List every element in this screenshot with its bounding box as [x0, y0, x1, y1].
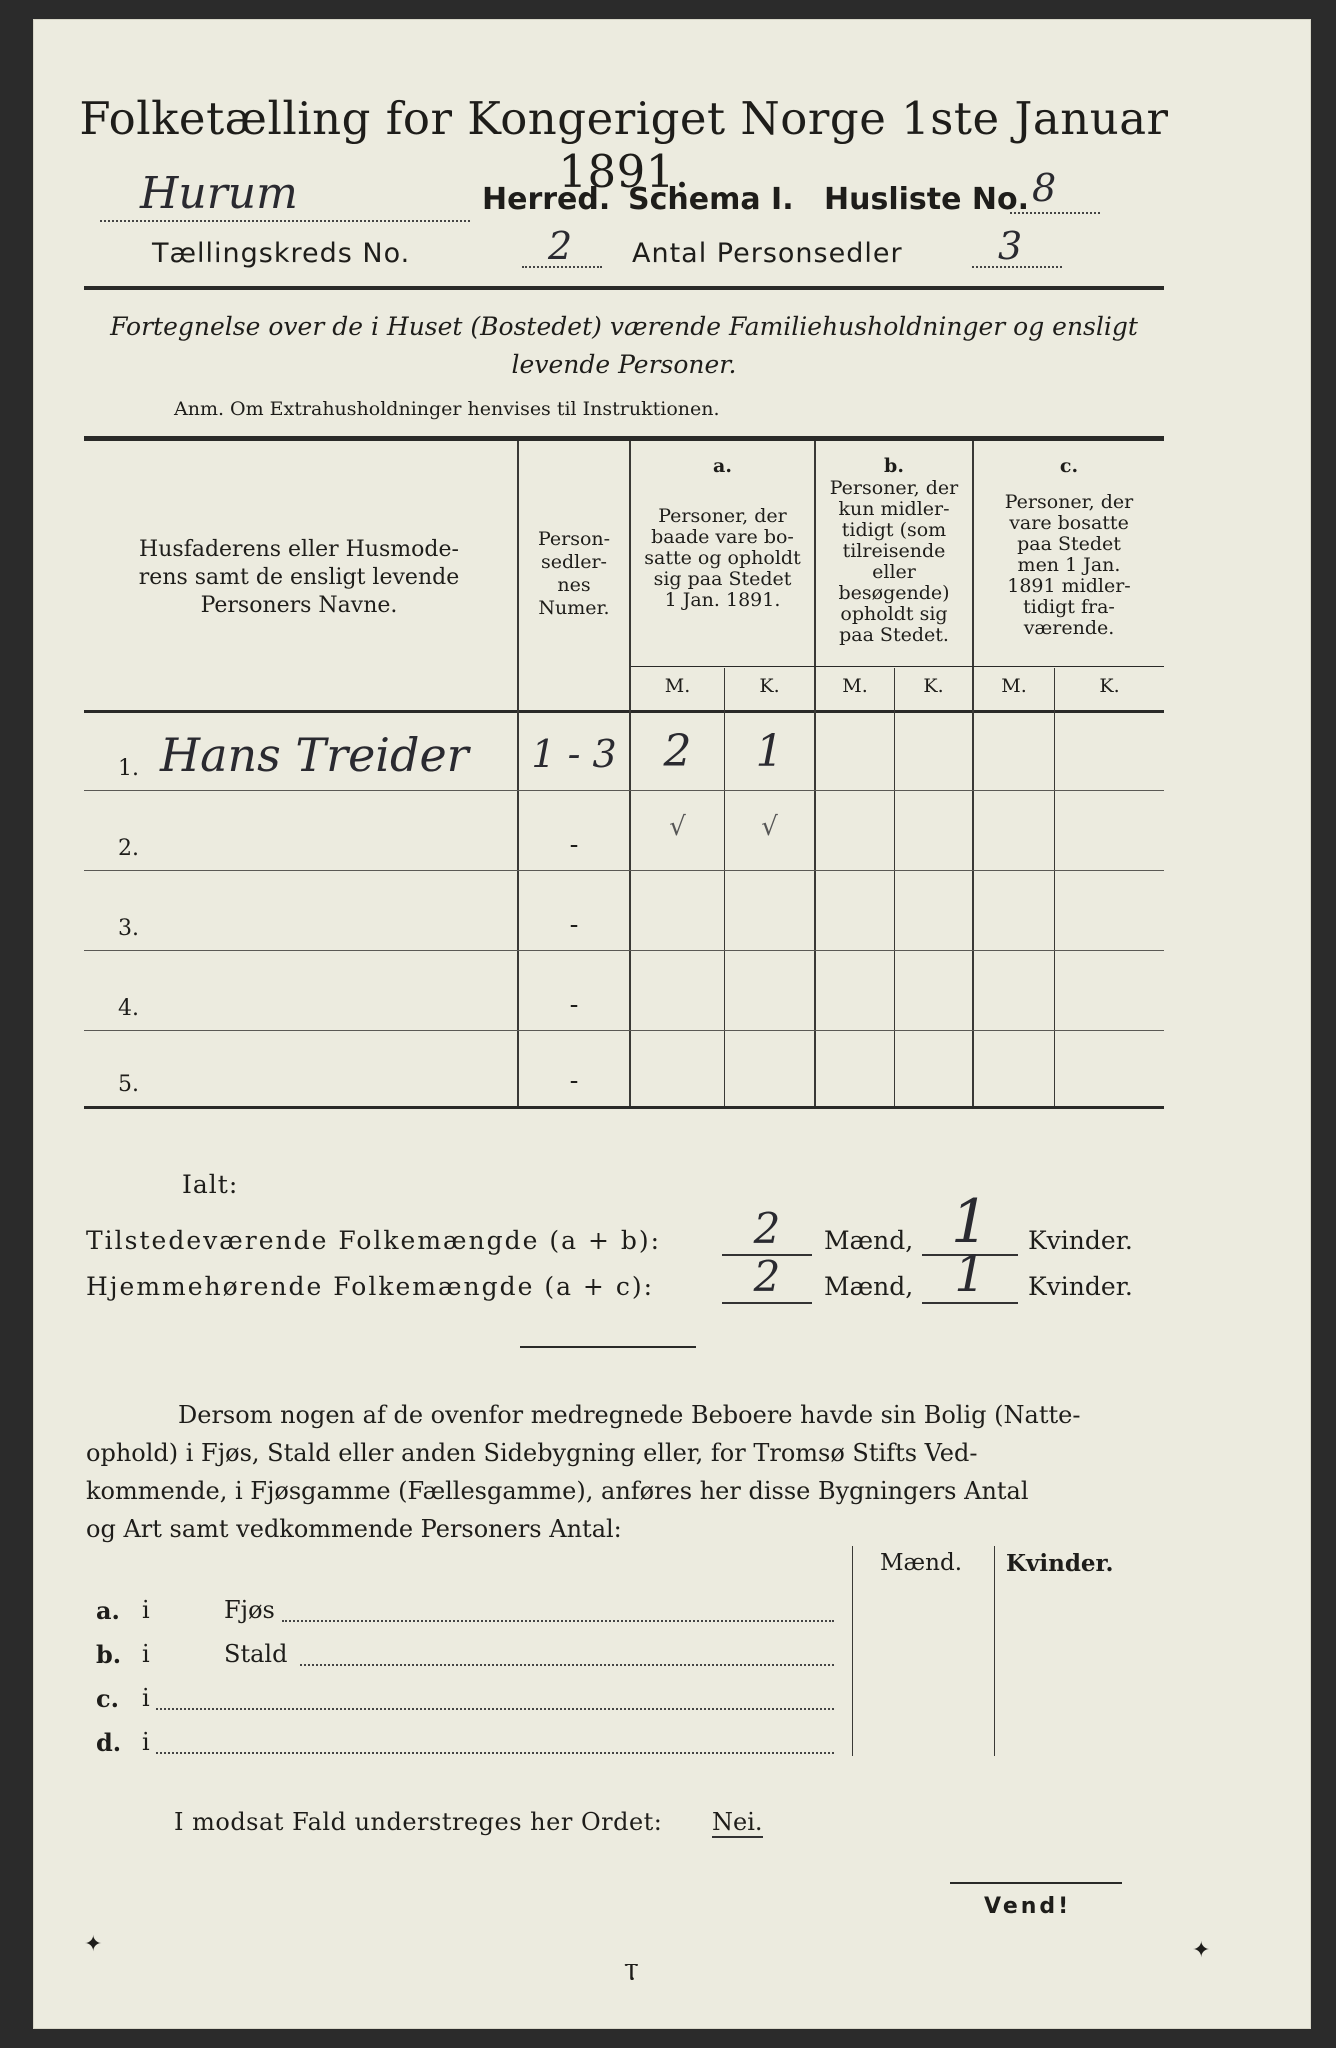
col-header-num-line: Person-	[537, 528, 611, 550]
hjemme-kvinder-label: Kvinder.	[1028, 1272, 1133, 1301]
antal-value: 3	[972, 224, 1062, 268]
col-header-b-line: tidigt (som	[841, 519, 947, 541]
buildings-line: og Art samt vedkommende Personers Antal:	[86, 1515, 622, 1543]
col-header-num-line: Numer.	[538, 597, 610, 619]
row-rule	[84, 790, 1164, 791]
col-header-c-line: værende.	[1023, 617, 1115, 639]
c-k-label: K.	[1099, 675, 1120, 697]
tilstede-maend-label: Mænd,	[824, 1226, 914, 1255]
buildings-col-divider-1	[852, 1546, 853, 1756]
buildings-row	[96, 1596, 846, 1636]
buildings-row-dots	[282, 1620, 834, 1622]
binding-mark-icon: ✦	[1192, 1938, 1211, 1963]
buildings-row-label: Fjøs	[224, 1596, 275, 1624]
tilstede-label: Tilstedeværende Folkemængde (a + b):	[86, 1226, 662, 1255]
buildings-row-i: i	[142, 1596, 150, 1624]
row-number: 4.	[118, 996, 139, 1021]
row-number: 3.	[118, 916, 139, 941]
buildings-row-letter: b.	[96, 1640, 122, 1669]
col-header-num-line: sedler-	[541, 551, 607, 573]
schema-label: Schema I.	[628, 182, 794, 217]
vend-text: Vend!	[984, 1894, 1072, 1919]
row-rule	[84, 950, 1164, 951]
table-row	[84, 952, 1164, 1032]
buildings-row-dots	[156, 1752, 834, 1754]
col-header-c-line: Personer, der	[1004, 491, 1134, 513]
buildings-row-i: i	[142, 1684, 150, 1712]
row-sedler: -	[569, 830, 579, 860]
buildings-col-divider-2	[994, 1546, 995, 1756]
buildings-row-letter: d.	[96, 1728, 122, 1757]
buildings-row-letter: c.	[96, 1684, 119, 1713]
intro-line-1: Fortegnelse over de i Huset (Bostedet) værende Familiehusholdninger og ensligt	[110, 312, 1138, 341]
herred-label: Herred.	[482, 182, 611, 217]
row-a-m: √	[669, 812, 686, 842]
header-rule	[84, 286, 1164, 290]
mk-header-rule	[631, 666, 1164, 667]
col-header-c-line: paa Stedet	[1017, 533, 1121, 555]
buildings-maend-header: Mænd.	[880, 1550, 963, 1576]
col-header-b-line: opholdt sig	[840, 603, 948, 625]
col-b-letter: b.	[884, 455, 904, 477]
col-header-num	[519, 528, 629, 620]
col-header-num-line: nes	[557, 574, 591, 596]
row-sedler: 1 - 3	[531, 732, 617, 776]
form-title: Folketælling for Kongeriget Norge 1ste Januar 1891.	[79, 92, 1169, 198]
col-header-name-line: rens samt de ensligt levende	[138, 565, 460, 590]
col-header-b-line: kun midler-	[838, 498, 950, 520]
buildings-paragraph	[86, 1396, 1166, 1548]
col-header-b-line: tilreisende	[842, 540, 946, 562]
husliste-label: Husliste No.	[824, 182, 1029, 217]
col-header-a-line: satte og opholdt	[644, 547, 801, 569]
buildings-row-dots	[156, 1708, 834, 1710]
row-sedler: -	[569, 1066, 579, 1096]
col-header-c-line: 1891 midler-	[1007, 575, 1131, 597]
buildings-row-i: i	[142, 1640, 150, 1668]
col-c-letter: c.	[1059, 455, 1079, 477]
herred-name: Hurum	[100, 170, 470, 222]
col-header-b-line: eller	[872, 561, 916, 583]
b-k-label: K.	[923, 675, 944, 697]
row-sedler: -	[569, 990, 579, 1020]
binding-mark-icon: Ⲧ	[624, 1958, 639, 1986]
col-header-name-line: Personers Navne.	[200, 593, 398, 618]
row-a-k: 1	[755, 726, 784, 777]
husliste-value: 8	[1010, 166, 1100, 214]
anm-note: Anm. Om Extrahusholdninger henvises til Instruktionen.	[174, 398, 720, 420]
row-sedler: -	[569, 910, 579, 940]
binding-mark-icon: ✦	[84, 1932, 103, 1957]
col-header-name	[94, 536, 504, 620]
short-divider	[520, 1346, 696, 1348]
census-form-page	[34, 20, 1310, 2028]
row-name: Hans Treider	[160, 728, 469, 782]
a-m-label: M.	[664, 675, 691, 697]
table-row	[84, 1032, 1164, 1106]
b-m-label: M.	[842, 675, 868, 697]
buildings-line: ophold) i Fjøs, Stald eller anden Sidebygning eller, for Tromsø Stifts Ved-	[86, 1439, 978, 1467]
col-header-a-line: Personer, der	[658, 505, 787, 527]
tilstede-kvinder-label: Kvinder.	[1028, 1226, 1133, 1255]
col-header-b-line: paa Stedet.	[839, 624, 949, 646]
antal-label: Antal Personsedler	[632, 238, 903, 269]
buildings-row	[96, 1728, 846, 1768]
row-rule	[84, 1030, 1164, 1031]
row-a-k: √	[761, 812, 778, 842]
col-header-a	[631, 506, 814, 611]
vend-rule	[950, 1882, 1122, 1884]
nei-word: Nei.	[712, 1808, 763, 1836]
ialt-label: Ialt:	[182, 1170, 239, 1199]
hjemme-maend-value: 2	[722, 1252, 812, 1304]
intro-line-2: levende Personer.	[511, 350, 737, 379]
row-a-m: 2	[663, 726, 692, 777]
hjemme-label: Hjemmehørende Folkemængde (a + c):	[86, 1272, 654, 1301]
buildings-kvinder-header: Kvinder.	[1006, 1550, 1114, 1577]
buildings-line: Dersom nogen af de ovenfor medregnede Beboere havde sin Bolig (Natte-	[178, 1401, 1081, 1429]
col-header-c-line: vare bosatte	[1009, 512, 1129, 534]
table-row	[84, 792, 1164, 872]
kreds-label: Tællingskreds No.	[152, 238, 411, 269]
table-bottom-rule	[84, 1106, 1164, 1109]
table-body	[84, 714, 1164, 1106]
buildings-row-letter: a.	[96, 1596, 120, 1625]
kreds-value: 2	[522, 224, 602, 268]
row-number: 5.	[118, 1072, 139, 1097]
a-k-label: K.	[759, 675, 780, 697]
c-m-label: M.	[1001, 675, 1027, 697]
hjemme-kvinder-value: 1	[922, 1246, 1018, 1304]
col-header-a-line: 1 Jan. 1891.	[664, 589, 781, 611]
table-top-rule	[84, 436, 1164, 441]
buildings-row-dots	[300, 1664, 834, 1666]
table-row	[84, 714, 1164, 792]
table-row	[84, 872, 1164, 952]
buildings-row	[96, 1684, 846, 1724]
col-header-a-line: baade vare bo-	[651, 526, 794, 548]
col-header-c	[974, 492, 1164, 639]
row-rule	[84, 870, 1164, 871]
col-header-a-line: sig paa Stedet	[653, 568, 792, 590]
modsat-text: I modsat Fald understreges her Ordet:	[174, 1808, 663, 1836]
table-header-rule	[84, 710, 1164, 713]
tilstede-maend-value: 2	[722, 1204, 812, 1256]
row-number: 2.	[118, 836, 139, 861]
buildings-row	[96, 1640, 846, 1680]
buildings-row-label: Stald	[224, 1640, 288, 1668]
buildings-line: kommende, i Fjøsgamme (Fællesgamme), anføres her disse Bygningers Antal	[86, 1477, 1029, 1505]
tilstede-kvinder-value: 1	[922, 1190, 1018, 1256]
hjemme-maend-label: Mænd,	[824, 1272, 914, 1301]
col-header-c-line: men 1 Jan.	[1017, 554, 1121, 576]
buildings-row-i: i	[142, 1728, 150, 1756]
col-header-b	[816, 478, 972, 646]
row-number: 1.	[118, 756, 139, 781]
col-header-c-line: tidigt fra-	[1023, 596, 1115, 618]
col-header-b-line: besøgende)	[838, 582, 950, 604]
col-a-letter: a.	[713, 455, 732, 477]
col-header-name-line: Husfaderens eller Husmode-	[139, 537, 459, 562]
col-header-b-line: Personer, der	[829, 477, 959, 499]
